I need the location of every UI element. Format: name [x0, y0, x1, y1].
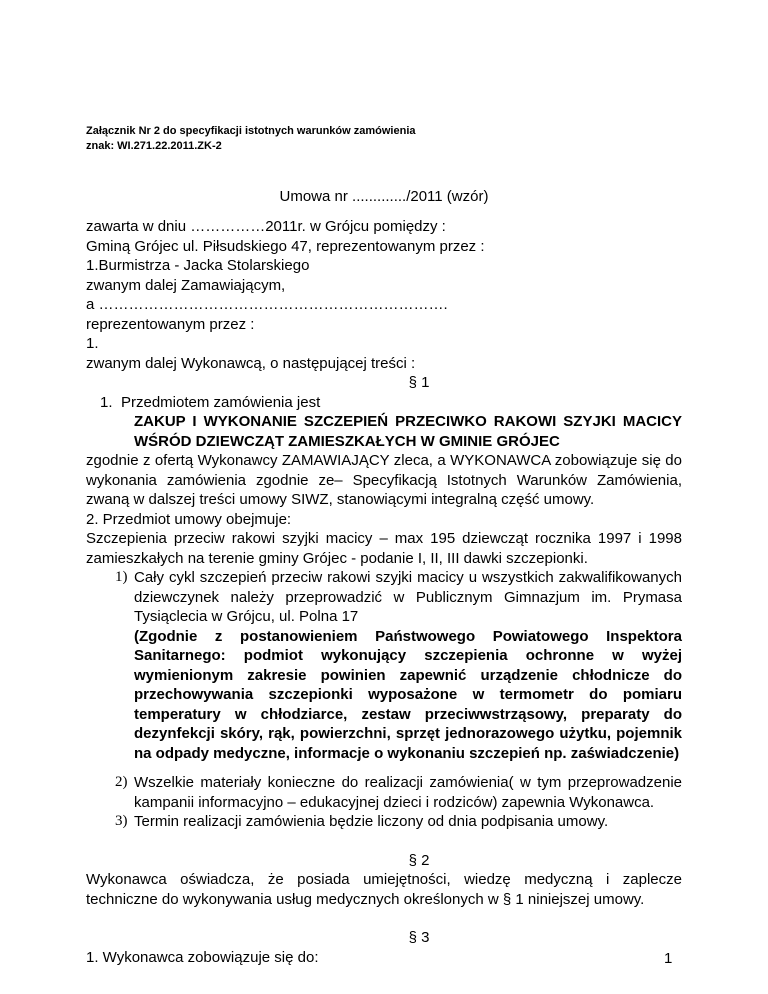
section-heading-2: § 2 [408, 851, 430, 869]
header-attachment-line: Załącznik Nr 2 do specyfikacji istotnych warunków zamówienia [86, 125, 416, 137]
subject-line-2: WŚRÓD DZIEWCZĄT ZAMIESZKAŁYCH W GMINIE GRÓJEC [134, 432, 560, 450]
list-number: 3) [115, 813, 128, 829]
s1-paragraph-1: zgodnie z ofertą Wykonawcy ZAMAWIAJĄCY zleca, a WYKONAWCA zobowiązuje się do wykonania zamówienia zgodnie ze– Specyfikacją Istotnych Warunków Zamówienia, zwaną w dalszej treści umowy SIWZ, stanowiącymi integralną część umowy. [86, 452, 682, 508]
s1-list-item-1 [86, 568, 682, 763]
list-item-bold-text: (Zgodnie z postanowieniem Państwowego Powiatowego Inspektora Sanitarnego: podmiot wykonujący szczepienia ochronne w wyżej wymienionym zakresie powinien zapewnić urządzenie chłodnicze do przechowywania szczepionki wyposażone w termometr do pomiaru temperatury w chłodziarce, zestaw przeciwwstrząsowy, preparaty do dezynfekcji skóry, rąk, powierzchni, sprzęt jednorazowego użytku, pojemnik na odpady medyczne, informacje o wykonaniu szczepień np. zaświadczenie) [134, 627, 682, 762]
intro-line: zwanym dalej Zamawiającym, [86, 276, 286, 294]
intro-line: zawarta w dniu ……………2011r. w Grójcu pomiędzy : [86, 218, 446, 235]
contract-title: Umowa nr ............./2011 (wzór) [279, 188, 489, 205]
s1-item-1-text: Przedmiotem zamówienia jest [121, 393, 321, 411]
section-heading-3: § 3 [408, 929, 430, 946]
s1-list-item-3 [86, 812, 682, 832]
intro-line: Gminą Grójec ul. Piłsudskiego 47, reprezentowanym przez : [86, 237, 485, 255]
list-number: 2) [115, 774, 128, 790]
list-item-text: Termin realizacji zamówienia będzie liczony od dnia podpisania umowy. [134, 813, 609, 830]
s1-paragraph-3: Szczepienia przeciw rakowi szyjki macicy – max 195 dziewcząt rocznika 1997 i 1998 zamieszkałych na terenie gminy Grójec - podanie I, II, III dawki szczepionki. [86, 530, 682, 567]
page-number: 1 [664, 950, 673, 967]
s3-paragraph: 1. Wykonawca zobowiązuje się do: [86, 948, 319, 966]
list-number: 1) [115, 569, 128, 585]
subject-line-1: ZAKUP I WYKONANIE SZCZEPIEŃ PRZECIWKO RAKOWI SZYJKI MACICY [134, 413, 682, 430]
list-item-text: Wszelkie materiały konieczne do realizacji zamówienia( w tym przeprowadzenie kampanii informacyjno – edukacyjnej dzieci i rodziców) zapewnia Wykonawca. [134, 774, 682, 811]
header-reference-line: znak: WI.271.22.2011.ZK-2 [86, 140, 222, 152]
contract-body [86, 217, 682, 967]
list-item-text: Cały cykl szczepień przeciw rakowi szyjki macicy u wszystkich zakwalifikowanych dziewczynek należy przeprowadzić w Publicznym Gimnazjum im. Prymasa Tysiąclecia w Grójcu, ul. Polna 17 [134, 569, 682, 625]
s1-paragraph-2: 2. Przedmiot umowy obejmuje: [86, 510, 292, 528]
s1-item-1-number: 1. [100, 393, 113, 411]
intro-line: zwanym dalej Wykonawcą, o następującej treści : [86, 354, 416, 372]
intro-line: reprezentowanym przez : [86, 315, 255, 333]
s2-paragraph: Wykonawca oświadcza, że posiada umiejętności, wiedzę medyczną i zaplecze techniczne do wykonywania usług medycznych określonych w § 1 niniejszej umowy. [86, 871, 682, 908]
intro-line: 1.Burmistrza - Jacka Stolarskiego [86, 257, 310, 274]
s1-item-1 [86, 393, 682, 413]
section-heading-1: § 1 [408, 374, 430, 391]
intro-line: a ……………………………………………………………. [86, 296, 448, 313]
s1-list-item-2 [86, 773, 682, 812]
intro-line: 1. [86, 335, 99, 352]
